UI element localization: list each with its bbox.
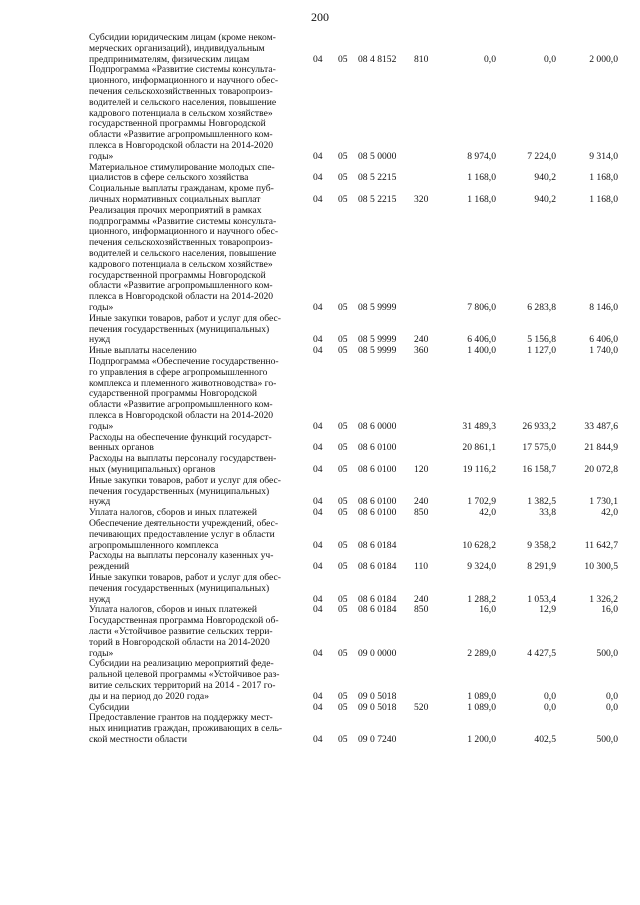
row-name [89, 184, 307, 206]
cell-v1: 16,0 [479, 604, 496, 616]
cell-v2: 4 427,5 [527, 647, 556, 659]
cell-rz: 04 [313, 301, 323, 313]
cell-rz: 04 [313, 604, 323, 616]
cell-pr: 05 [338, 539, 348, 551]
row-name-line: годы» [89, 150, 114, 162]
row-name-line: плекса в Новгородской области на 2014-2020 [89, 139, 274, 151]
row-name-line: Социальные выплаты гражданам, кроме пуб- [89, 183, 274, 195]
row-name-line: нужд [89, 496, 111, 508]
cell-v1: 7 806,0 [467, 301, 496, 313]
table-row [0, 33, 640, 65]
cell-cs: 09 0 5018 [358, 701, 397, 713]
page-number: 200 [311, 10, 329, 24]
cell-v3: 500,0 [596, 733, 618, 745]
row-name-line: Расходы на выплаты персоналу казенных уч- [89, 550, 274, 562]
cell-pr: 05 [338, 150, 348, 162]
cell-v1: 1 400,0 [467, 345, 496, 357]
row-name-line: печения государственных (муниципальных) [89, 323, 270, 335]
cell-v3: 6 406,0 [589, 334, 618, 346]
cell-rz: 04 [313, 733, 323, 745]
cell-cs: 08 6 0100 [358, 496, 397, 508]
row-name-line: Иные выплаты населению [89, 345, 197, 357]
cell-rz: 04 [313, 539, 323, 551]
cell-cs: 08 6 0100 [358, 507, 397, 519]
cell-vr: 810 [414, 53, 429, 65]
cell-v2: 7 224,0 [527, 150, 556, 162]
row-name-line: Обеспечение деятельности учреждений, обес- [89, 518, 279, 529]
cell-v3: 10 300,5 [584, 561, 618, 573]
cell-pr: 05 [338, 593, 348, 605]
cell-cs: 08 5 9999 [358, 345, 397, 357]
table-row [0, 314, 640, 346]
cell-v1: 1 089,0 [467, 701, 496, 713]
cell-v1: 8 974,0 [467, 150, 496, 162]
cell-v1: 6 406,0 [467, 334, 496, 346]
cell-cs: 08 6 0184 [358, 604, 397, 616]
cell-rz: 04 [313, 593, 323, 605]
row-name [89, 659, 307, 702]
cell-pr: 05 [338, 420, 348, 432]
cell-cs: 08 5 0000 [358, 150, 397, 162]
cell-cs: 08 6 0184 [358, 539, 397, 551]
cell-v2: 0,0 [544, 690, 556, 702]
row-name-line: Подпрограмма «Обеспечение государственно- [89, 356, 279, 367]
row-name-line: го управления в сфере агропромышленного [89, 366, 268, 378]
row-name-line: реждений [89, 561, 130, 573]
cell-pr: 05 [338, 334, 348, 346]
row-name-line: агропромышленного комплекса [89, 539, 219, 551]
cell-v3: 16,0 [601, 604, 618, 616]
cell-pr: 05 [338, 647, 348, 659]
cell-v1: 1 200,0 [467, 733, 496, 745]
row-name-line: годы» [89, 420, 114, 432]
cell-vr: 850 [414, 507, 429, 519]
row-name-line: годы» [89, 301, 114, 313]
row-name [89, 616, 307, 659]
cell-v2: 0,0 [544, 53, 556, 65]
table-row [0, 433, 640, 455]
row-name-line: печения сельскохозяйственных товаропроиз- [89, 85, 273, 97]
cell-v3: 21 844,9 [584, 442, 618, 454]
cell-vr: 120 [414, 463, 429, 475]
cell-v2: 12,9 [539, 604, 556, 616]
cell-pr: 05 [338, 463, 348, 475]
cell-v3: 33 487,6 [584, 420, 618, 432]
cell-rz: 04 [313, 496, 323, 508]
cell-rz: 04 [313, 442, 323, 454]
row-name-line: предпринимателям, физическим лицам [89, 53, 250, 65]
table-row [0, 659, 640, 702]
row-name-line: плекса в Новгородской области на 2014-2020 [89, 409, 274, 421]
row-name-line: комплекса и племенного животноводства» го- [89, 377, 277, 389]
table-row [0, 713, 640, 745]
row-name-line: кадрового потенциала в сельском хозяйстве» [89, 107, 273, 119]
cell-pr: 05 [338, 701, 348, 713]
cell-cs: 08 5 2215 [358, 172, 397, 184]
row-name [89, 519, 307, 551]
row-name-line: нужд [89, 334, 111, 346]
cell-cs: 08 5 9999 [358, 301, 397, 313]
row-name-line: сударственной программы Новгородской [89, 388, 258, 400]
cell-v2: 1 127,0 [527, 345, 556, 357]
table-row [0, 184, 640, 206]
cell-v2: 1 053,4 [527, 593, 556, 605]
cell-v2: 9 358,2 [527, 539, 556, 551]
row-name-line: торий в Новгородской области на 2014-2020 [89, 636, 270, 648]
cell-pr: 05 [338, 172, 348, 184]
row-name-line: подпрограммы «Развитие системы консульта- [89, 215, 277, 227]
cell-v2: 16 158,7 [522, 463, 556, 475]
row-name [89, 476, 307, 508]
cell-cs: 08 5 2215 [358, 193, 397, 205]
row-name-line: Государственная программа Новгородской об- [89, 615, 279, 627]
row-name-line: Иные закупки товаров, работ и услуг для обес- [89, 312, 281, 324]
cell-rz: 04 [313, 53, 323, 65]
cell-rz: 04 [313, 193, 323, 205]
cell-v2: 26 933,2 [522, 420, 556, 432]
cell-pr: 05 [338, 301, 348, 313]
row-name-line: кадрового потенциала в сельском хозяйстве» [89, 258, 273, 270]
cell-pr: 05 [338, 496, 348, 508]
cell-cs: 08 4 8152 [358, 53, 397, 65]
cell-vr: 240 [414, 496, 429, 508]
cell-v1: 9 324,0 [467, 561, 496, 573]
cell-v3: 9 314,0 [589, 150, 618, 162]
row-name-line: Предоставление грантов на поддержку мест- [89, 712, 273, 724]
cell-rz: 04 [313, 463, 323, 475]
row-name-line: Иные закупки товаров, работ и услуг для обес- [89, 572, 281, 583]
cell-v1: 1 168,0 [467, 172, 496, 184]
cell-v3: 1 168,0 [589, 193, 618, 205]
row-name-line: Расходы на обеспечение функций государст- [89, 431, 272, 443]
cell-vr: 240 [414, 334, 429, 346]
row-name [89, 206, 307, 314]
row-name-line: ционного, информационного и научного обес- [89, 226, 279, 238]
cell-v2: 0,0 [544, 701, 556, 713]
cell-rz: 04 [313, 420, 323, 432]
cell-vr: 520 [414, 701, 429, 713]
cell-v2: 8 291,9 [527, 561, 556, 573]
cell-v3: 0,0 [606, 690, 618, 702]
row-name-line: Подпрограмма «Развитие системы консульта- [89, 64, 276, 76]
cell-v3: 2 000,0 [589, 53, 618, 65]
cell-v3: 1 168,0 [589, 172, 618, 184]
row-name-line: личных нормативных социальных выплат [89, 193, 261, 205]
cell-v3: 20 072,8 [584, 463, 618, 475]
row-name-line: годы» [89, 647, 114, 659]
cell-v1: 1 288,2 [467, 593, 496, 605]
row-name-line: Уплата налогов, сборов и иных платежей [89, 604, 258, 616]
cell-cs: 08 6 0100 [358, 442, 397, 454]
cell-v3: 8 146,0 [589, 301, 618, 313]
cell-vr: 110 [414, 561, 429, 573]
cell-rz: 04 [313, 701, 323, 713]
row-name-line: печивающих предоставление услуг в области [89, 528, 275, 540]
row-name [89, 454, 307, 476]
cell-v1: 20 861,1 [462, 442, 496, 454]
row-name-line: области «Развитие агропромышленного ком- [89, 399, 273, 411]
row-name-line: ных инициатив граждан, проживающих в сель- [89, 723, 283, 735]
table-row [0, 163, 640, 185]
cell-pr: 05 [338, 733, 348, 745]
cell-pr: 05 [338, 193, 348, 205]
cell-v3: 1 730,1 [589, 496, 618, 508]
cell-v1: 10 628,2 [462, 539, 496, 551]
cell-v2: 5 156,8 [527, 334, 556, 346]
cell-pr: 05 [338, 345, 348, 357]
row-name-line: печения государственных (муниципальных) [89, 485, 270, 497]
row-name-line: ных (муниципальных) органов [89, 463, 216, 475]
row-name-line: печения сельскохозяйственных товаропроиз- [89, 237, 273, 249]
row-name-line: ральной целевой программы «Устойчивое раз- [89, 669, 280, 681]
cell-v3: 42,0 [601, 507, 618, 519]
cell-v1: 2 289,0 [467, 647, 496, 659]
cell-v2: 402,5 [534, 733, 556, 745]
row-name-line: ды и на период до 2020 года» [89, 690, 209, 702]
row-name-line: ласти «Устойчивое развитие сельских терри- [89, 625, 273, 637]
row-name-line: мерческих организаций), индивидуальным [89, 42, 265, 54]
cell-rz: 04 [313, 647, 323, 659]
cell-v2: 940,2 [534, 172, 556, 184]
cell-cs: 08 5 9999 [358, 334, 397, 346]
cell-rz: 04 [313, 690, 323, 702]
cell-cs: 08 6 0000 [358, 420, 397, 432]
row-name [89, 573, 307, 605]
cell-cs: 09 0 5018 [358, 690, 397, 702]
table-row [0, 206, 640, 314]
cell-cs: 09 0 0000 [358, 647, 397, 659]
cell-v2: 1 382,5 [527, 496, 556, 508]
row-name [89, 314, 307, 346]
row-name [89, 33, 307, 65]
cell-vr: 320 [414, 193, 429, 205]
cell-rz: 04 [313, 172, 323, 184]
row-name-line: ционного, информационного и научного обес- [89, 75, 279, 87]
cell-rz: 04 [313, 507, 323, 519]
row-name-line: водителей и сельского населения, повышение [89, 96, 277, 108]
row-name [89, 433, 307, 455]
cell-cs: 08 6 0100 [358, 463, 397, 475]
row-name [89, 713, 307, 745]
row-name-line: печения государственных (муниципальных) [89, 582, 270, 594]
row-name-line: водителей и сельского населения, повышение [89, 247, 277, 259]
row-name [89, 65, 307, 162]
row-name-line: Субсидии юридическим лицам (кроме неком- [89, 32, 276, 43]
table-row [0, 454, 640, 476]
row-name-line: Расходы на выплаты персоналу государствен- [89, 453, 277, 465]
row-name-line: Уплата налогов, сборов и иных платежей [89, 507, 258, 519]
table-row [0, 573, 640, 605]
row-name-line: области «Развитие агропромышленного ком- [89, 280, 273, 292]
row-name-line: Иные закупки товаров, работ и услуг для обес- [89, 474, 281, 486]
cell-cs: 08 6 0184 [358, 561, 397, 573]
cell-v2: 6 283,8 [527, 301, 556, 313]
cell-pr: 05 [338, 53, 348, 65]
cell-pr: 05 [338, 690, 348, 702]
row-name-line: области «Развитие агропромышленного ком- [89, 129, 273, 141]
row-name-line: Реализация прочих мероприятий в рамках [89, 204, 262, 216]
cell-pr: 05 [338, 561, 348, 573]
cell-v1: 1 702,9 [467, 496, 496, 508]
row-name-line: нужд [89, 593, 111, 605]
cell-rz: 04 [313, 561, 323, 573]
cell-cs: 09 0 7240 [358, 733, 397, 745]
row-name-line: витие сельских территорий на 2014 - 2017 го- [89, 679, 276, 691]
row-name-line: государственной программы Новгородской [89, 118, 266, 130]
row-name-line: Материальное стимулирование молодых спе- [89, 161, 275, 173]
table-row [0, 65, 640, 162]
cell-v1: 19 116,2 [462, 463, 496, 475]
cell-rz: 04 [313, 334, 323, 346]
row-name [89, 551, 307, 573]
table-row [0, 616, 640, 659]
cell-vr: 360 [414, 345, 429, 357]
table-row [0, 551, 640, 573]
cell-pr: 05 [338, 507, 348, 519]
cell-rz: 04 [313, 345, 323, 357]
cell-v3: 1 326,2 [589, 593, 618, 605]
row-name-line: Субсидии на реализацию мероприятий феде- [89, 658, 274, 670]
cell-v3: 500,0 [596, 647, 618, 659]
cell-v2: 33,8 [539, 507, 556, 519]
row-name [89, 163, 307, 185]
row-name-line: государственной программы Новгородской [89, 269, 266, 281]
cell-v3: 0,0 [606, 701, 618, 713]
row-name-line: ской местности области [89, 733, 188, 745]
row-name [89, 357, 307, 433]
cell-v1: 31 489,3 [462, 420, 496, 432]
cell-v1: 42,0 [479, 507, 496, 519]
cell-v1: 1 168,0 [467, 193, 496, 205]
cell-v1: 1 089,0 [467, 690, 496, 702]
cell-rz: 04 [313, 150, 323, 162]
cell-pr: 05 [338, 442, 348, 454]
row-name-line: циалистов в сфере сельского хозяйства [89, 172, 249, 184]
row-name-line: венных органов [89, 442, 154, 454]
table-row [0, 476, 640, 508]
cell-pr: 05 [338, 604, 348, 616]
cell-vr: 240 [414, 593, 429, 605]
cell-v2: 17 575,0 [522, 442, 556, 454]
row-name-line: Субсидии [89, 701, 130, 713]
cell-vr: 850 [414, 604, 429, 616]
table-row [0, 519, 640, 551]
cell-v2: 940,2 [534, 193, 556, 205]
table-row [0, 357, 640, 433]
cell-v3: 1 740,0 [589, 345, 618, 357]
cell-cs: 08 6 0184 [358, 593, 397, 605]
row-name-line: плекса в Новгородской области на 2014-2020 [89, 291, 274, 303]
cell-v3: 11 642,7 [584, 539, 618, 551]
cell-v1: 0,0 [484, 53, 496, 65]
